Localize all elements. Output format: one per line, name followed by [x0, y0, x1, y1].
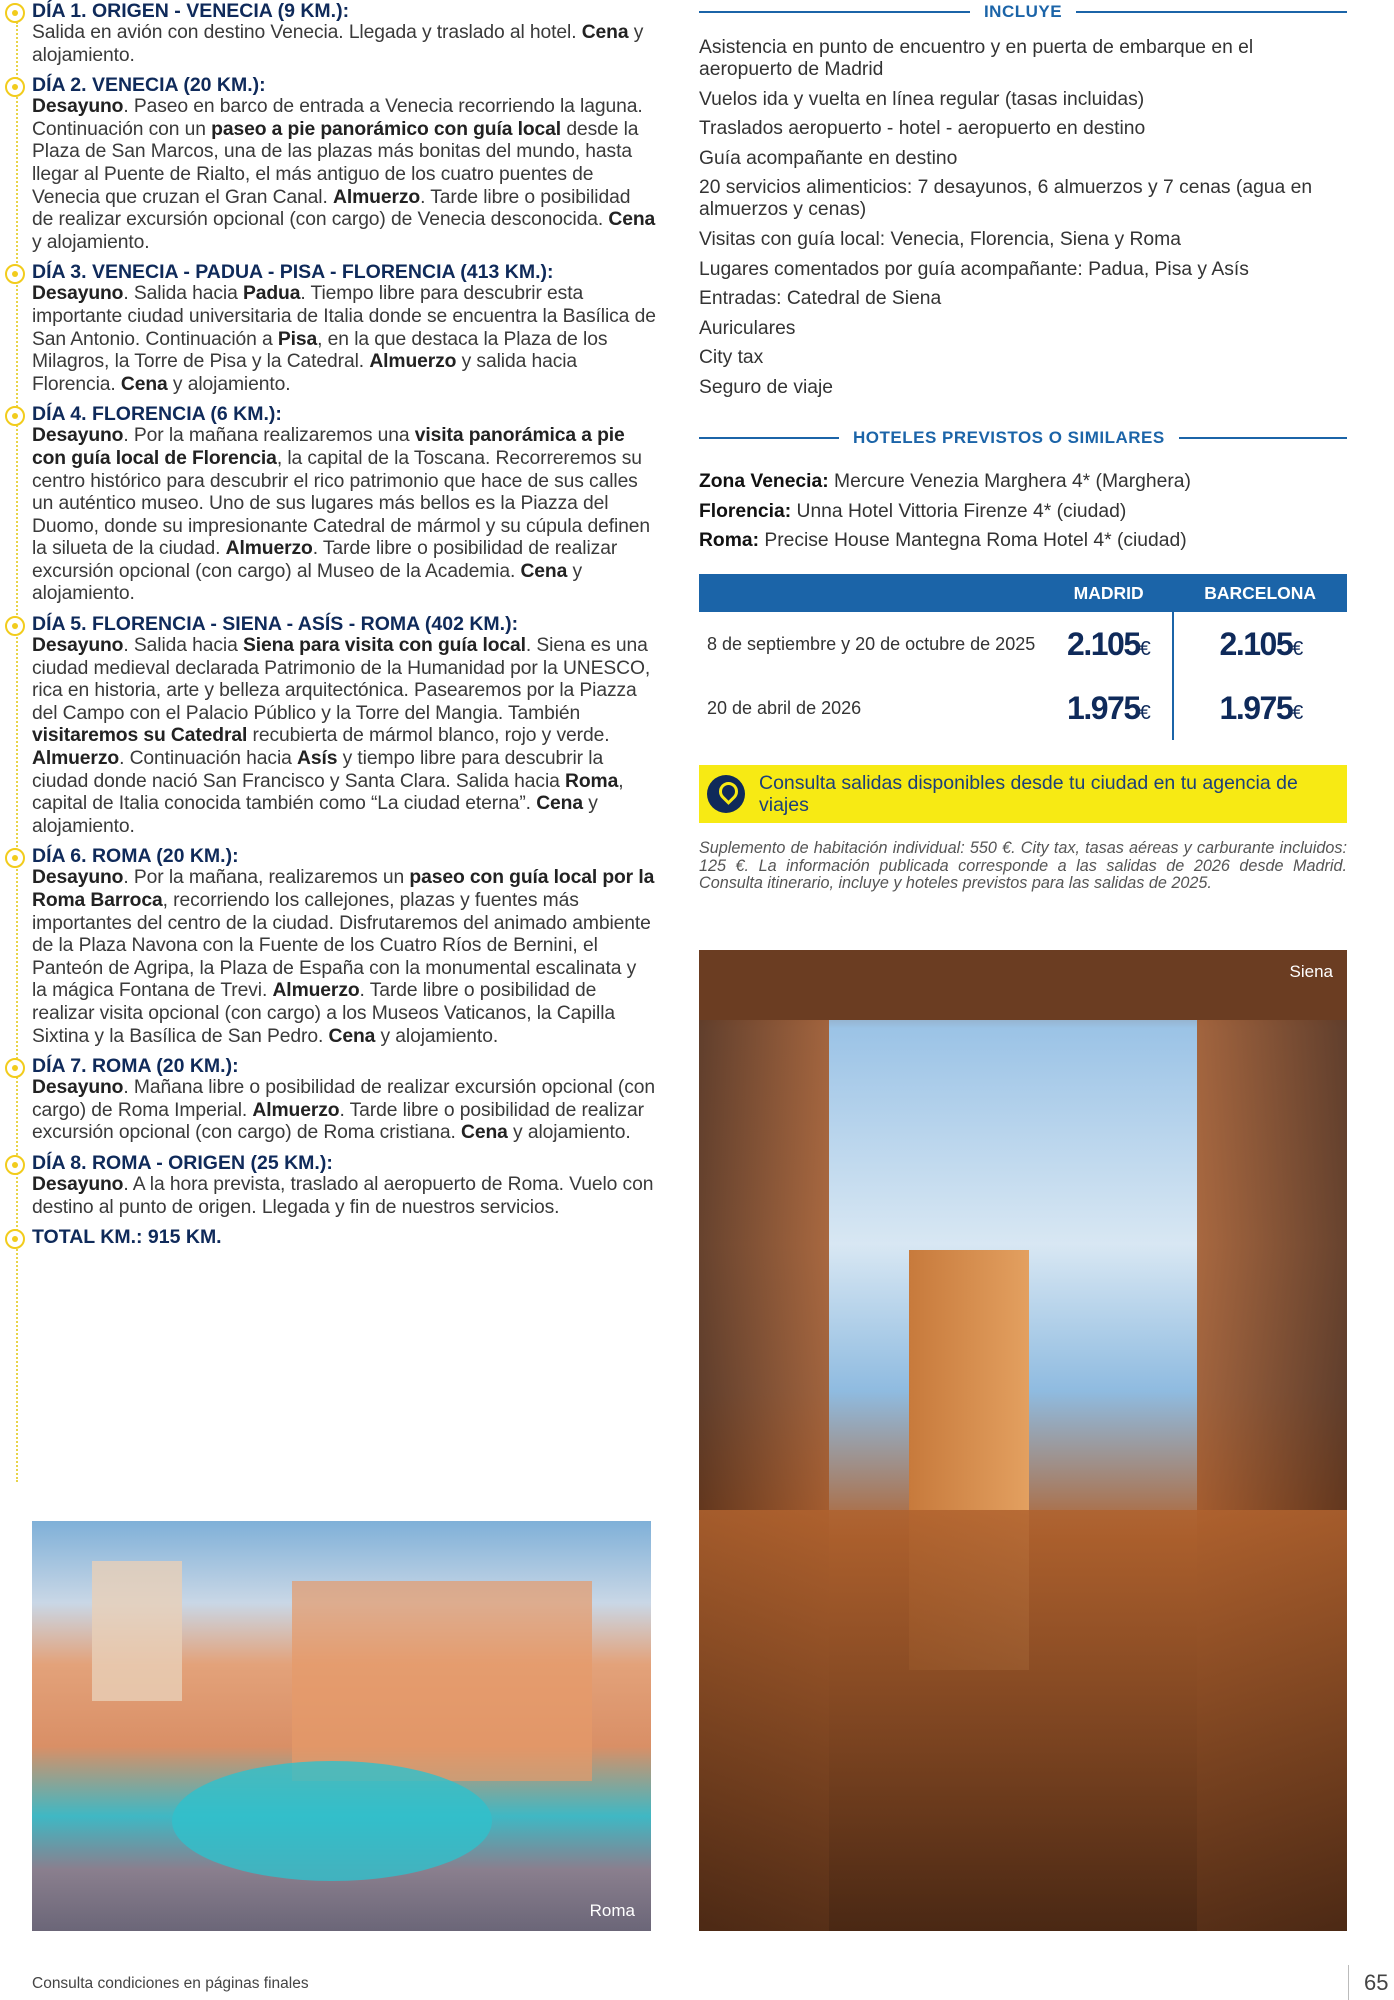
itinerary-day — [6, 1055, 656, 1145]
incluye-item: Auriculares — [699, 317, 796, 339]
incluye-item: 20 servicios alimenticios: 7 desayunos, 6 almuerzos y 7 cenas (agua en almuerzos y cenas) — [699, 177, 1313, 221]
page-number: 65 — [1364, 1970, 1389, 1995]
incluye-header — [699, 2, 1347, 22]
day-description: Desayuno. Paseo en barco de entrada a Venecia recorriendo la laguna. Continuación con un paseo a pie panorámico con guía local desde la Plaza de San Marcos, una de las plazas más bonitas del mundo, hasta llegar al Puente de Rialto, el más antiguo de los cuatro puentes de Venecia que cruzan el Gran Canal. Almuerzo. Tarde libre o posibilidad de realizar excursión opcional (con cargo) de Venecia desconocida. Cena y alojamiento. — [32, 96, 656, 253]
section-title: INCLUYE — [983, 2, 1063, 21]
hotel-city: Florencia: — [699, 500, 792, 522]
day-title: DÍA 8. ROMA - ORIGEN (25 KM.): — [32, 1151, 333, 1174]
photo-caption: Roma — [589, 1901, 635, 1920]
timeline-dot-icon — [5, 1229, 25, 1249]
hotel-name: Mercure Venezia Marghera 4* (Marghera) — [834, 471, 1191, 492]
day-title: DÍA 4. FLORENCIA (6 KM.): — [32, 403, 282, 426]
departure-date: 20 de abril de 2026 — [707, 698, 862, 718]
footer-text: Consulta condiciones en páginas finales — [32, 1975, 309, 1992]
itinerary-day — [6, 403, 656, 606]
hotel-city: Zona Venecia: — [699, 471, 829, 492]
col-madrid: MADRID — [1044, 574, 1173, 612]
itinerary-column — [6, 0, 656, 1255]
col-barcelona: BARCELONA — [1173, 574, 1347, 612]
itinerary-day — [6, 1226, 656, 1248]
day-description: Desayuno. Salida hacia Padua. Tiempo libre para descubrir esta importante ciudad universitaria de Italia donde se encuentra la Basílica de San Antonio. Continuación a Pisa, en la que destaca la Plaza de los Milagros, la Torre de Pisa y la Catedral. Almuerzo y salida hacia Florencia. Cena y alojamiento. — [32, 283, 656, 395]
hotel-item — [699, 497, 1347, 527]
itinerary-day — [6, 74, 656, 254]
supplement-note: Suplemento de habitación individual: 550 €. City tax, tasas aéreas y carburante incluidos: 125 €. La información publicada corresponde a las salidas de 2026 desde Madrid. Consulta itinerario, incluye y hoteles previstos para las salidas de 2025. — [699, 839, 1347, 892]
section-title: HOTELES PREVISTOS O SIMILARES — [853, 428, 1165, 447]
hotels-header — [699, 428, 1347, 448]
day-title: DÍA 7. ROMA (20 KM.): — [32, 1055, 239, 1078]
currency: € — [1139, 701, 1150, 724]
timeline-dot-icon — [5, 264, 25, 284]
footer-divider — [1348, 1965, 1349, 2000]
day-title: DÍA 1. ORIGEN - VENECIA (9 KM.): — [32, 0, 350, 22]
currency: € — [1292, 637, 1302, 660]
day-title: DÍA 3. VENECIA - PADUA - PISA - FLORENCIA (413 KM.): — [32, 261, 554, 284]
incluye-item: Lugares comentados por guía acompañante: Padua, Pisa y Asís — [699, 258, 1249, 280]
incluye-list — [699, 37, 1347, 407]
hotel-name: Precise House Mantegna Roma Hotel 4* (ciudad) — [764, 530, 1187, 552]
currency: € — [1292, 701, 1302, 724]
price-madrid: 2.105 — [1067, 625, 1140, 662]
timeline-dot-icon — [5, 1058, 25, 1078]
hotel-city: Roma: — [699, 530, 759, 552]
timeline-dot-icon — [5, 616, 25, 636]
itinerary-day — [6, 613, 656, 838]
incluye-item: Entradas: Catedral de Siena — [699, 288, 942, 310]
location-pin-icon — [707, 775, 745, 813]
incluye-item: City tax — [699, 347, 764, 369]
timeline-dot-icon — [5, 77, 25, 97]
day-title: TOTAL KM.: 915 KM. — [32, 1226, 222, 1249]
day-title: DÍA 2. VENECIA (20 KM.): — [32, 74, 266, 97]
incluye-item: Guía acompañante en destino — [699, 147, 958, 169]
timeline-dot-icon — [5, 1155, 25, 1175]
hotel-item — [699, 467, 1347, 497]
incluye-item: Vuelos ida y vuelta en línea regular (tasas incluidas) — [699, 88, 1145, 110]
hotel-name: Unna Hotel Vittoria Firenze 4* (ciudad) — [796, 500, 1127, 522]
agency-banner — [699, 765, 1347, 823]
incluye-item: Traslados aeropuerto - hotel - aeropuerto en destino — [699, 118, 1146, 140]
photo-caption: Siena — [1289, 962, 1333, 981]
hotels-list — [699, 467, 1347, 556]
price-barcelona: 2.105 — [1219, 625, 1293, 662]
roma-photo — [32, 1521, 651, 1931]
hotel-item — [699, 526, 1347, 556]
currency: € — [1139, 637, 1150, 660]
day-description: Salida en avión con destino Venecia. Llegada y traslado al hotel. Cena y alojamiento. — [32, 22, 644, 66]
siena-photo — [699, 950, 1347, 1931]
price-barcelona: 1.975 — [1219, 689, 1293, 726]
incluye-item: Seguro de viaje — [699, 376, 833, 398]
day-description: Desayuno. Mañana libre o posibilidad de realizar excursión opcional (con cargo) de Roma Imperial. Almuerzo. Tarde libre o posibilidad de realizar excursión opcional (con cargo) de Roma cristiana. Cena y alojamiento. — [32, 1077, 655, 1144]
itinerary-day — [6, 1152, 656, 1219]
timeline-dot-icon — [5, 3, 25, 23]
itinerary-day — [6, 0, 656, 67]
day-description: Desayuno. Por la mañana, realizaremos un paseo con guía local por la Roma Barroca, recorriendo los callejones, plazas y fuentes más importantes del centro de la ciudad. Disfrutaremos del animado ambiente de la Plaza Navona con la Fuente de los Cuatro Ríos de Bernini, el Panteón de Agripa, la Plaza de España con la monumental escalinata y la mágica Fontana de Trevi. Almuerzo. Tarde libre o posibilidad de realizar visita opcional (con cargo) a los Museos Vaticanos, la Capilla Sixtina y la Basílica de San Pedro. Cena y alojamiento. — [32, 867, 655, 1047]
banner-text: Consulta salidas disponibles desde tu ciudad en tu agencia de viajes — [759, 772, 1298, 816]
price-madrid: 1.975 — [1067, 689, 1140, 726]
day-description: Desayuno. Salida hacia Siena para visita con guía local. Siena es una ciudad medieval declarada Patrimonio de la Humanidad por la UNESCO, rica en historia, arte y belleza arquitectónica. Pasearemos por la Piazza del Campo con el Palacio Público y la Torre del Mangia. También visitaremos su Catedral recubierta de mármol blanco, rojo y verde. Almuerzo. Continuación hacia Asís y tiempo libre para descubrir la ciudad donde nació San Francisco y Santa Clara. Salida hacia Roma, capital de Italia conocida también como “La ciudad eterna”. Cena y alojamiento. — [32, 635, 651, 837]
price-row — [699, 612, 1347, 676]
itinerary-day — [6, 261, 656, 396]
day-title: DÍA 5. FLORENCIA - SIENA - ASÍS - ROMA (402 KM.): — [32, 613, 519, 636]
departure-date: 8 de septiembre y 20 de octubre de 2025 — [707, 634, 1036, 654]
day-title: DÍA 6. ROMA (20 KM.): — [32, 845, 239, 868]
day-description: Desayuno. Por la mañana realizaremos una visita panorámica a pie con guía local de Florencia, la capital de la Toscana. Recorreremos su centro histórico para descubrir el rico patrimonio que hace de sus calles un auténtico museo. Uno de sus lugares más bellos es la Piazza del Duomo, donde su impresionante Catedral de mármol y su cúpula definen la silueta de la ciudad. Almuerzo. Tarde libre o posibilidad de realizar excursión opcional (con cargo) al Museo de la Academia. Cena y alojamiento. — [32, 425, 651, 605]
price-row — [699, 676, 1347, 740]
timeline-dot-icon — [5, 848, 25, 868]
timeline-dot-icon — [5, 406, 25, 426]
incluye-item: Visitas con guía local: Venecia, Florencia, Siena y Roma — [699, 228, 1181, 250]
day-description: Desayuno. A la hora prevista, traslado al aeropuerto de Roma. Vuelo con destino al punto de origen. Llegada y fin de nuestros servicios. — [32, 1173, 654, 1218]
price-table — [699, 574, 1347, 740]
incluye-item: Asistencia en punto de encuentro y en puerta de embarque en el aeropuerto de Madrid — [699, 37, 1254, 80]
itinerary-day — [6, 845, 656, 1048]
